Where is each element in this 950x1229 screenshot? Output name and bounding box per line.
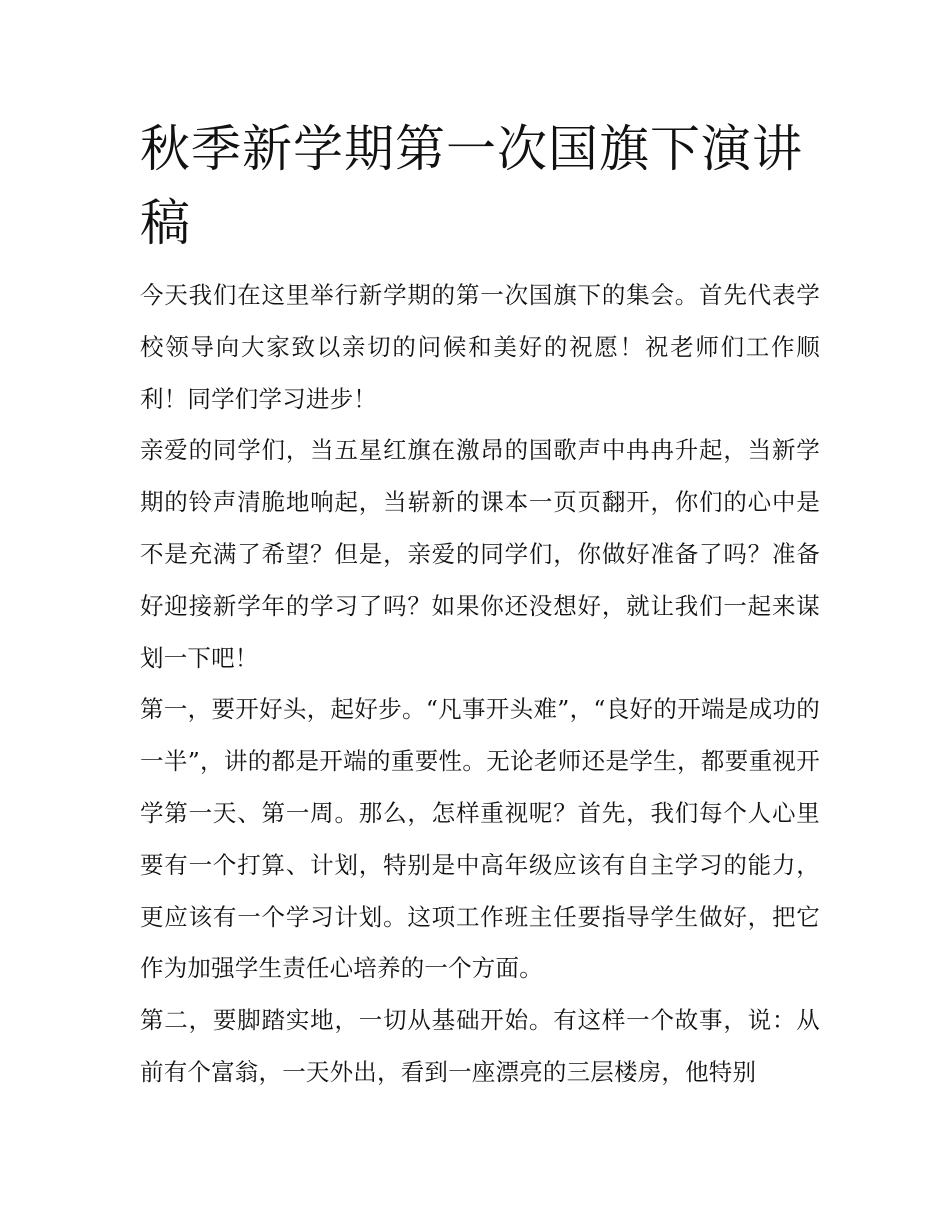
paragraph-introduction: 亲爱的同学们，当五星红旗在激昂的国歌声中冉冉升起，当新学期的铃声清脆地响起，当崭新的课本一页页翻开，你们的心中是不是充满了希望？但是，亲爱的同学们，你做好准备了吗？准备好迎接新学年的学习了吗？如果你还没想好，就让我们一起来谋划一下吧！: [140, 436, 820, 672]
document-body: [140, 112, 820, 1099]
paragraph-greeting: 今天我们在这里举行新学期的第一次国旗下的集会。首先代表学校领导向大家致以亲切的问候和美好的祝愿！祝老师们工作顺利！同学们学习进步！: [140, 281, 820, 413]
paragraph-point-two: 第二，要脚踏实地，一切从基础开始。有这样一个故事，说：从前有个富翁，一天外出，看到一座漂亮的三层楼房，他特别: [140, 1006, 820, 1086]
paragraph-point-one: 第一，要开好头，起好步。“凡事开头难”，“良好的开端是成功的一半”，讲的都是开端的重要性。无论老师还是学生，都要重视开学第一天、第一周。那么，怎样重视呢？首先，我们每个人心里要有一个打算、计划，特别是中高年级应该有自主学习的能力，更应该有一个学习计划。这项工作班主任要指导学生做好，把它作为加强学生责任心培养的一个方面。: [140, 695, 820, 983]
document-title: 秋季新学期第一次国旗下演讲稿: [140, 120, 803, 252]
